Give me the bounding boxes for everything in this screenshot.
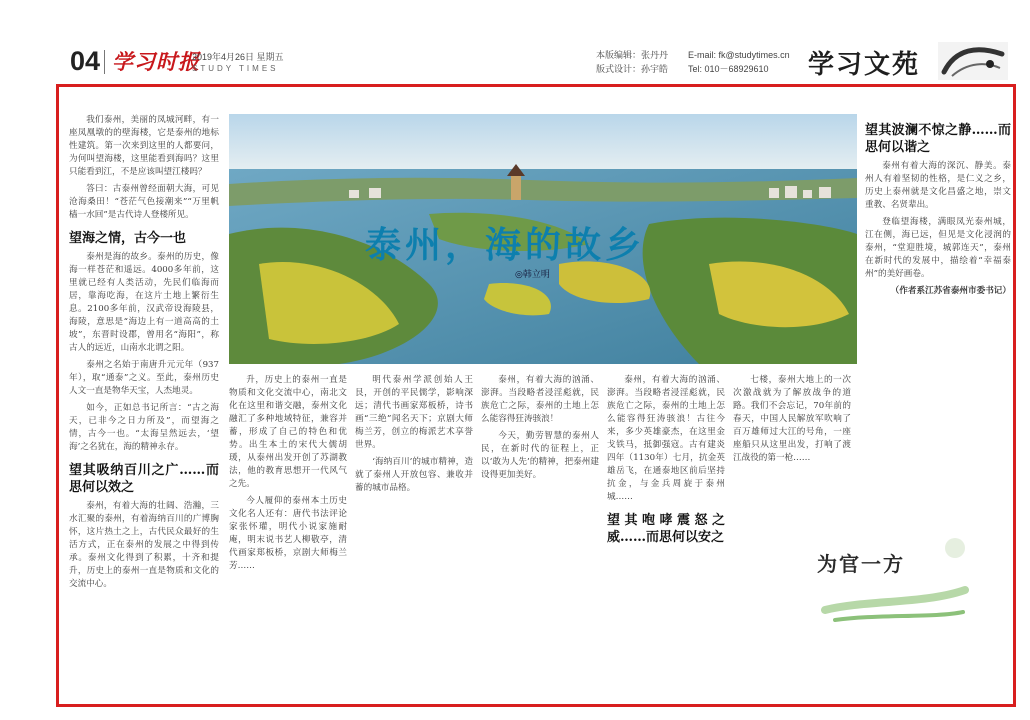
page-number: 04: [70, 46, 101, 76]
contact-email: E-mail: fk@studytimes.cn: [688, 50, 790, 60]
body-paragraph: 泰州之名始于南唐升元元年（937年），取“通泰”之义。至此，泰州历史人文一直是物华天宝，人杰地灵。: [69, 360, 219, 396]
page-masthead: [0, 0, 1030, 84]
contact-phone: Tel: 010－68929610: [688, 64, 769, 74]
body-paragraph: 如今，正如总书记所言：“古之海天，已非今之日力所及”，而望海之情，古今一也。“太海呈然远去，‘望海’之名犹在，海的精神永存。: [69, 403, 219, 452]
article-headline: 泰州，海的故乡: [365, 225, 646, 266]
section-heading: 望其波澜不惊之静……而思何以谐之: [865, 123, 1011, 155]
body-paragraph: 泰州是海的故乡。泰州的历史，像海一样苍茫和遥远。4000多年前，这里就已经有人类活动，先民们临海而居，靠海吃海，在这片土地上繁衍生息。2100多年前，汉武帝设海陵县，海陵，意思是“海边上有一道高高的土坡”，东晋时设郡，曾用名“海阳”，称古人的远近，山南水北谓之阳。: [69, 252, 219, 353]
body-paragraph: 泰州，有着大海的壮阔、浩瀚，三水汇聚的泰州，有着海纳百川的广博胸怀，这片热土之上，古代民众最好的生活方式，正在泰州的发展之中得到传承。泰州文化得到了积累，十齐和提升，历史上的泰州一直是物质和文化的交流中心。: [69, 501, 219, 589]
author-note: （作者系江苏省泰州市委书记）: [890, 286, 1011, 296]
section-title: 学习文苑: [808, 50, 921, 80]
newspaper-brand: 学习时报: [112, 49, 200, 74]
body-paragraph: 登临望海楼，满眼凤光泰州城，江在侧，海已远，但见是文化浸润的泰州，“堂迎胜境，城郭连天”，泰州在新时代的发展中，描绘着“幸福泰州”的美好画卷。: [865, 217, 1011, 279]
body-paragraph: 今人履仰的泰州本土历史文化名人还有：唐代书法评论家张怀瓘，明代小说家施耐庵，明末说书艺人柳敬亭，清代画家郑板桥，京剧大师梅兰芳……: [229, 496, 347, 571]
body-paragraph: 今天，勤劳智慧的泰州人民，在新时代的征程上，正以‘敢为人先’的精神，把泰州建设得更加美好。: [481, 431, 599, 480]
body-paragraph: 七楼，泰州大地上的一次次激战就为了解放战争的道路。我们不会忘记，70年前的春天，中国人民解放军吹响了百万雄师过大江的号角，一座座船只从这里出发，打响了渡江战役的第一枪……: [733, 375, 851, 463]
article-column-5: [607, 374, 725, 704]
body-paragraph: 泰州有着大海的深沉、静美。泰州人有着坚韧的性格，是仁义之乡，历史上泰州就是文化昌盛之地，崇文重教、名贤辈出。: [865, 161, 1011, 210]
designer-line: 版式设计：孙宇皓: [596, 64, 669, 74]
article-column-7: [865, 114, 1011, 584]
body-paragraph: 泰州，有着大海的汹涌、澎湃。当段略者浸淫彪就，民族危亡之际，泰州的土地上怎么能容得狂涛骇浪！: [481, 375, 599, 424]
seal-text: 为官一方: [817, 552, 905, 576]
article-column-4: [481, 374, 599, 704]
body-paragraph: ‘海纳百川’的城市精神，造就了泰州人开放包容、兼收并蓄的城市品格。: [355, 457, 473, 493]
newspaper-subbrand: STUDY TIMES: [192, 64, 279, 73]
intro-paragraph: 答曰：古泰州曾经面朝大海，可见沧海桑田！“苍茫气色接潮来”“万里帆樯一水回”是古代诗人登楼所见。: [69, 184, 219, 220]
body-paragraph: 泰州，有着大海的汹涌、澎湃。当段略者浸淫彪就，民族危亡之际，泰州的土地上怎么能容得狂涛骇浪！古往今来，多少英雄豪杰，在这里金戈铁马，抵御强寇。古有建炎四年（1130年）七月，抗金英雄岳飞，在通泰地区前后坚持抗金，与金兵周旋于泰州城……: [607, 375, 725, 502]
article-column-3: [355, 374, 473, 704]
body-paragraph: 明代泰州学派创始人王艮，开创的平民儒学，影响深远；清代书画家郑板桥，诗书画“三绝”闻名天下；京剧大师梅兰芳，创立的梅派艺术享誉世界。: [355, 375, 473, 450]
intro-paragraph: 我们泰州，美丽的凤城河畔，有一座凤凰墩的的壁海楼，它是泰州的地标性建筑。第一次来到这里的人都要问，为何叫望海楼，这里能看到海吗？这里只能看到江，不是应该叫望江楼吗？: [69, 115, 219, 177]
contact-info: [688, 48, 790, 76]
ink-brush-decoration-icon: [938, 42, 1008, 80]
body-paragraph: 升，历史上的泰州一直是物质和文化交流中心，南北文化在这里和谐交融，泰州文化融汇了多种地域特征，兼容并蓄，形成了自己的特色和优势。出生本土的宋代大儒胡瑗，从泰州出发开创了苏湖教法，他的教育思想开一代风气之先。: [229, 375, 347, 489]
section-heading: 望海之情，古今一也: [69, 231, 187, 246]
issue-date: 2019年4月26日 星期五: [192, 52, 284, 62]
editor-credits: [596, 48, 668, 76]
article-column-2: [229, 374, 347, 704]
editor-line: 本版编辑：张丹丹: [596, 50, 669, 60]
section-heading: 望其吸纳百川之广……而思何以效之: [69, 463, 219, 495]
article-column-1: [69, 114, 219, 706]
section-heading: 望其咆哮震怒之威……而思何以安之: [607, 513, 725, 545]
article-byline: ◎韩立明: [515, 270, 550, 280]
masthead-divider: [104, 50, 105, 74]
